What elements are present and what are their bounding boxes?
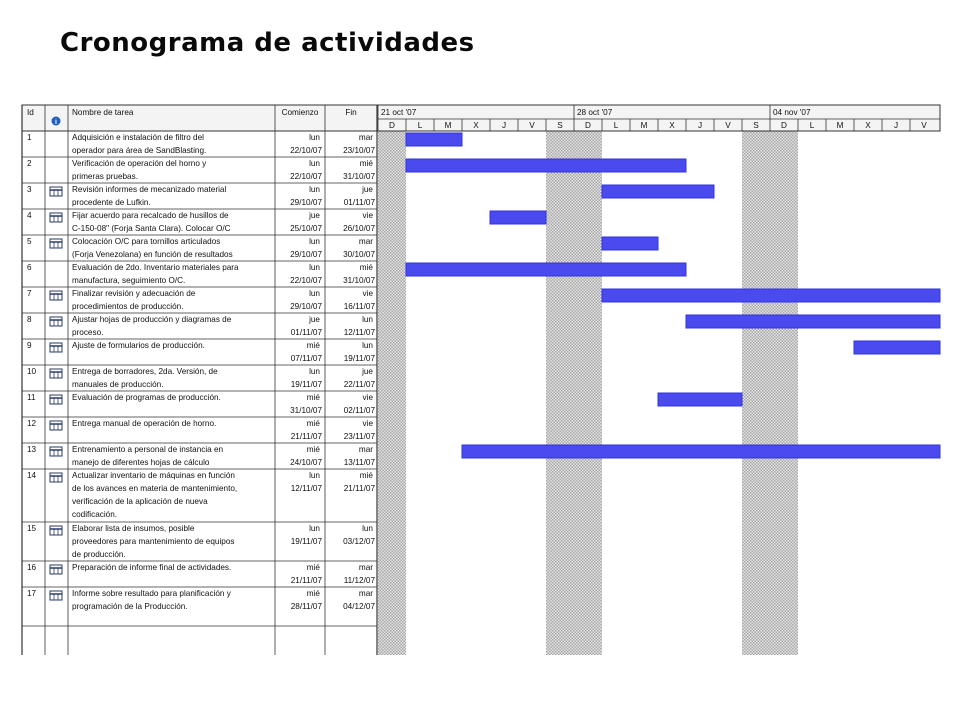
- task-end-day: mar: [358, 237, 373, 246]
- weekend-shade: [378, 131, 406, 655]
- task-end-date: 31/10/07: [343, 276, 375, 285]
- task-end-date: 11/12/07: [343, 576, 375, 585]
- task-id: 7: [27, 289, 32, 298]
- task-name: Verificación de operación del horno y: [72, 159, 207, 168]
- task-table-icon: [50, 473, 62, 482]
- task-end-date: 01/11/07: [343, 198, 375, 207]
- task-table-icon: [50, 591, 62, 600]
- task-start-day: jue: [309, 315, 320, 324]
- task-end-date: 31/10/07: [343, 172, 375, 181]
- info-icon-label: i: [55, 119, 57, 126]
- task-start-day: lun: [309, 367, 320, 376]
- task-table-icon: [50, 317, 62, 326]
- day-label: D: [389, 121, 395, 130]
- task-name: Colocación O/C para tornillos articulados: [72, 237, 221, 246]
- day-label: L: [417, 121, 423, 130]
- page-title: Cronograma de actividades: [60, 28, 475, 58]
- task-name: Evaluación de programas de producción.: [72, 393, 221, 402]
- task-start-day: lun: [309, 263, 320, 272]
- task-name: primeras pruebas.: [72, 172, 138, 181]
- day-label: L: [613, 121, 619, 130]
- task-start-day: mié: [306, 589, 320, 598]
- task-start-day: mié: [306, 563, 320, 572]
- task-start-day: lun: [309, 471, 320, 480]
- task-name: Elaborar lista de insumos, posible: [72, 524, 195, 533]
- task-name: Informe sobre resultado para planificación y: [72, 589, 231, 598]
- task-id: 16: [27, 563, 37, 572]
- weekend-shade: [546, 131, 574, 655]
- task-start-date: 12/11/07: [290, 484, 322, 493]
- task-bar[interactable]: [854, 341, 940, 354]
- day-label: J: [697, 121, 703, 130]
- task-end-day: lun: [362, 524, 373, 533]
- task-name: Evaluación de 2do. Inventario materiales para: [72, 263, 239, 272]
- task-bar[interactable]: [602, 237, 658, 250]
- task-table-icon: [50, 526, 62, 535]
- task-start-date: 28/11/07: [290, 602, 322, 611]
- task-name: Entrenamiento a personal de instancia en: [72, 445, 224, 454]
- task-bar[interactable]: [686, 315, 940, 328]
- task-name: Entrega de borradores, 2da. Versión, de: [72, 367, 218, 376]
- task-id: 1: [27, 133, 32, 142]
- task-end-day: lun: [362, 315, 373, 324]
- task-start-date: 21/11/07: [290, 576, 322, 585]
- task-start-date: 07/11/07: [290, 354, 322, 363]
- task-end-day: vie: [362, 419, 373, 428]
- task-name: Actualizar inventario de máquinas en función: [72, 471, 235, 480]
- task-start-day: mié: [306, 341, 320, 350]
- task-table-icon: [50, 291, 62, 300]
- task-name: Finalizar revisión y adecuación de: [72, 289, 196, 298]
- day-label: V: [725, 121, 731, 130]
- task-start-day: mié: [306, 445, 320, 454]
- task-end-date: 23/11/07: [343, 432, 375, 441]
- task-name: Fijar acuerdo para recalcado de husillos de: [72, 211, 229, 220]
- task-name: Entrega manual de operación de horno.: [72, 419, 217, 428]
- task-name: procedimientos de producción.: [72, 302, 184, 311]
- task-name: de los avances en materia de mantenimiento,: [72, 484, 238, 493]
- task-start-date: 24/10/07: [290, 458, 322, 467]
- task-name: programación de la Producción.: [72, 602, 188, 611]
- task-end-day: mié: [359, 263, 373, 272]
- task-id: 8: [27, 315, 32, 324]
- task-end-day: lun: [362, 341, 373, 350]
- task-id: 4: [27, 211, 32, 220]
- id-header: Id: [27, 108, 34, 117]
- day-label: S: [557, 121, 563, 130]
- task-id: 13: [27, 445, 37, 454]
- task-start-date: 01/11/07: [290, 328, 322, 337]
- task-name-header: Nombre de tarea: [72, 108, 134, 117]
- task-end-date: 19/11/07: [343, 354, 375, 363]
- task-end-day: vie: [362, 211, 373, 220]
- task-bar[interactable]: [406, 159, 686, 172]
- task-start-day: jue: [309, 211, 320, 220]
- task-start-date: 21/11/07: [290, 432, 322, 441]
- task-name: operador para área de SandBlasting.: [72, 146, 207, 155]
- task-name: Ajuste de formularios de producción.: [72, 341, 205, 350]
- task-bar[interactable]: [462, 445, 940, 458]
- task-name: manufactura, seguimiento O/C.: [72, 276, 186, 285]
- task-id: 15: [27, 524, 37, 533]
- day-label: X: [669, 121, 675, 130]
- task-id: 9: [27, 341, 32, 350]
- task-end-day: jue: [362, 367, 373, 376]
- task-start-date: 31/10/07: [290, 406, 322, 415]
- task-end-date: 02/11/07: [343, 406, 375, 415]
- task-id: 6: [27, 263, 32, 272]
- day-label: X: [865, 121, 871, 130]
- task-end-date: 21/11/07: [343, 484, 375, 493]
- task-name: manejo de diferentes hojas de cálculo: [72, 458, 210, 467]
- task-start-date: 25/10/07: [290, 224, 322, 233]
- task-end-day: jue: [362, 185, 373, 194]
- day-label: D: [781, 121, 787, 130]
- task-start-day: lun: [309, 159, 320, 168]
- task-name: proceso.: [72, 328, 104, 337]
- task-id: 2: [27, 159, 32, 168]
- weekend-shade: [770, 131, 798, 655]
- task-end-day: vie: [362, 393, 373, 402]
- task-name: manuales de producción.: [72, 380, 164, 389]
- task-end-date: 13/11/07: [343, 458, 375, 467]
- task-table-icon: [50, 343, 62, 352]
- task-bar[interactable]: [490, 211, 546, 224]
- day-label: M: [444, 121, 452, 130]
- task-end-day: mié: [359, 471, 373, 480]
- task-table-icon: [50, 421, 62, 430]
- task-name: codificación.: [72, 510, 118, 519]
- task-bar[interactable]: [406, 263, 686, 276]
- task-name: verificación de la aplicación de nueva: [72, 497, 208, 506]
- task-table-icon: [50, 395, 62, 404]
- task-end-date: 30/10/07: [343, 250, 375, 259]
- task-end-day: mar: [358, 589, 373, 598]
- task-table-icon: [50, 187, 62, 196]
- end-header: Fin: [345, 108, 357, 117]
- task-end-date: 22/11/07: [343, 380, 375, 389]
- task-end-date: 23/10/07: [343, 146, 375, 155]
- task-id: 5: [27, 237, 32, 246]
- task-start-day: mié: [306, 419, 320, 428]
- task-end-date: 12/11/07: [343, 328, 375, 337]
- task-table-icon: [50, 239, 62, 248]
- task-start-date: 29/10/07: [290, 198, 322, 207]
- task-table-icon: [50, 213, 62, 222]
- task-name: de producción.: [72, 550, 126, 559]
- task-id: 14: [27, 471, 37, 480]
- task-end-date: 26/10/07: [343, 224, 375, 233]
- week-label: 04 nov '07: [773, 108, 811, 117]
- task-end-date: 16/11/07: [343, 302, 375, 311]
- task-end-date: 03/12/07: [343, 537, 375, 546]
- task-name: proveedores para mantenimiento de equipos: [72, 537, 235, 546]
- weekend-shade: [574, 131, 602, 655]
- task-id: 11: [27, 393, 36, 402]
- task-bar[interactable]: [658, 393, 742, 406]
- day-label: D: [585, 121, 591, 130]
- day-label: M: [640, 121, 648, 130]
- day-label: S: [753, 121, 759, 130]
- week-label: 21 oct '07: [381, 108, 417, 117]
- task-name: procedente de Lufkin.: [72, 198, 151, 207]
- task-name: C-150-08" (Forja Santa Clara). Colocar O/C: [72, 224, 231, 233]
- task-bar[interactable]: [602, 289, 940, 302]
- task-start-date: 29/10/07: [290, 302, 322, 311]
- task-end-date: 04/12/07: [343, 602, 375, 611]
- start-header: Comienzo: [281, 108, 319, 117]
- day-label: V: [529, 121, 535, 130]
- task-end-day: mar: [358, 563, 373, 572]
- task-bar[interactable]: [406, 133, 462, 146]
- task-start-date: 22/10/07: [290, 172, 322, 181]
- task-id: 3: [27, 185, 32, 194]
- task-bar[interactable]: [602, 185, 714, 198]
- task-table-icon: [50, 369, 62, 378]
- task-id: 10: [27, 367, 37, 376]
- day-label: X: [473, 121, 479, 130]
- day-label: J: [501, 121, 507, 130]
- task-table-icon: [50, 447, 62, 456]
- task-start-date: 22/10/07: [290, 146, 322, 155]
- day-label: J: [893, 121, 899, 130]
- task-end-day: vie: [362, 289, 373, 298]
- day-label: V: [921, 121, 927, 130]
- task-start-day: mié: [306, 393, 320, 402]
- task-name: (Forja Venezolana) en función de resultados: [72, 250, 233, 259]
- task-name: Ajustar hojas de producción y diagramas de: [72, 315, 232, 324]
- week-label: 28 oct '07: [577, 108, 613, 117]
- task-end-day: mar: [358, 445, 373, 454]
- task-start-day: lun: [309, 237, 320, 246]
- day-label: L: [809, 121, 815, 130]
- task-end-day: mar: [358, 133, 373, 142]
- task-name: Adquisición e instalación de filtro del: [72, 133, 204, 142]
- task-start-day: lun: [309, 133, 320, 142]
- task-start-day: lun: [309, 289, 320, 298]
- task-start-date: 19/11/07: [290, 380, 322, 389]
- task-end-day: mié: [359, 159, 373, 168]
- task-table-icon: [50, 565, 62, 574]
- task-start-date: 19/11/07: [290, 537, 322, 546]
- task-id: 12: [27, 419, 37, 428]
- task-id: 17: [27, 589, 37, 598]
- task-name: Revisión informes de mecanizado material: [72, 185, 227, 194]
- day-label: M: [836, 121, 844, 130]
- task-start-date: 29/10/07: [290, 250, 322, 259]
- task-start-day: lun: [309, 524, 320, 533]
- weekend-shade: [742, 131, 770, 655]
- task-start-day: lun: [309, 185, 320, 194]
- task-start-date: 22/10/07: [290, 276, 322, 285]
- task-name: Preparación de informe final de actividades.: [72, 563, 232, 572]
